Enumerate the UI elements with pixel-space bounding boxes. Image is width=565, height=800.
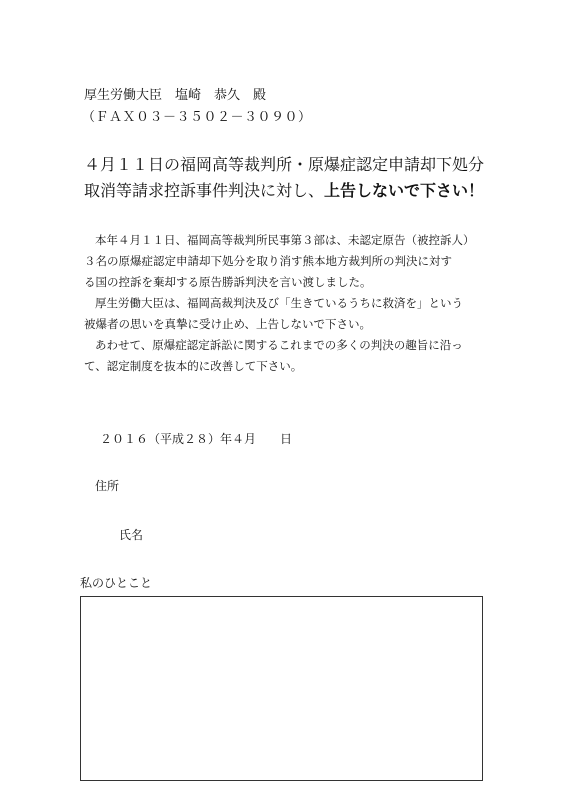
heading-line-2-plain: 取消等請求控訴事件判決に対し、	[84, 181, 325, 200]
date-line: ２０１６（平成２８）年４月 日	[100, 432, 293, 446]
body-line: 厚生労働大臣は、福岡高裁判決及び「生きているうちに救済を」という	[95, 296, 463, 310]
address-label: 住所	[95, 479, 120, 493]
body-paragraph-3	[84, 335, 484, 377]
body-line: る国の控訴を棄却する原告勝訴判決を言い渡しました。	[84, 275, 372, 289]
body-line: あわせて、原爆症認定訴訟に関するこれまでの多くの判決の趣旨に沿っ	[95, 338, 463, 352]
comment-label: 私のひとこと	[80, 576, 153, 590]
addressee: 厚生労働大臣 塩崎 恭久 殿	[84, 88, 267, 103]
body-line: 本年４月１１日、福岡高等裁判所民事第３部は、未認定原告（被控訴人）	[95, 233, 475, 247]
petition-heading	[84, 152, 494, 204]
body-line: 被爆者の思いを真摯に受け止め、上告しないで下さい。	[84, 317, 372, 331]
body-paragraph-2	[84, 293, 484, 335]
comment-box[interactable]	[80, 596, 483, 781]
heading-line-2-emphasis: 上告しないで下さい！	[324, 181, 485, 200]
fax-number: （ＦＡＸ０３－３５０２－３０９０）	[82, 110, 312, 125]
heading-line-1: ４月１１日の福岡高等裁判所・原爆症認定申請却下処分	[84, 155, 485, 174]
name-label: 氏名	[119, 528, 144, 542]
heading-line-2	[84, 178, 494, 204]
petition-body	[84, 230, 484, 377]
body-line: て、認定制度を抜本的に改善して下さい。	[84, 359, 303, 373]
body-line: ３名の原爆症認定申請却下処分を取り消す熊本地方裁判所の判決に対す	[84, 254, 452, 268]
body-paragraph-1	[84, 230, 484, 293]
